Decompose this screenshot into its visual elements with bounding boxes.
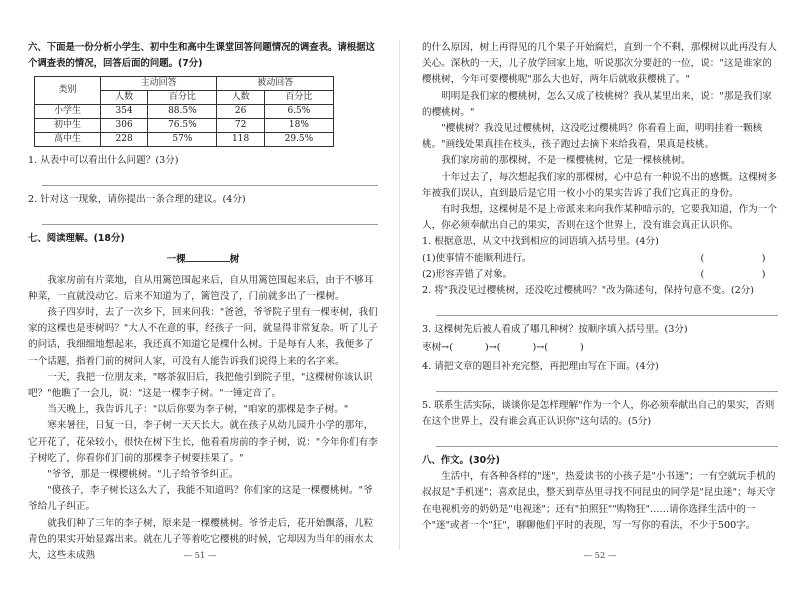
table-cell: 18% — [264, 119, 333, 133]
q7-1a: (1)使事情不能顺利进行。 — [422, 252, 532, 264]
table-cell: 29.5% — [264, 133, 333, 147]
q7-1b-row — [422, 267, 778, 283]
story-paragraph: 我家房前有片菜地，自从用篱笆围起来后，自从用篱笆围起来后，由于不够耳种菜，一直就没动它。后来不知道为了，篱笆没了，门前就多出了一棵树。 — [28, 274, 374, 302]
q7-question-4: 4. 请把文章的题目补充完整，再把理由写在下面。(4分) — [422, 360, 659, 372]
story-title — [28, 251, 378, 268]
story-paragraph: 就我们种了三年的李子树，原来是一棵樱桃树。爷爷走后，花开始飘落，儿粒青色的果实开始显露出来。就在儿子等着吃它樱桃的时候，它却因为当年的雨水太大，这些未成熟 — [28, 517, 374, 562]
table-subheader: 百分比 — [148, 91, 217, 105]
story-paragraph: "爷爷，那是一棵樱桃树。"儿子给爷爷纠正。 — [47, 469, 239, 481]
story-paragraph: 的什么原因，树上再得见的几个果子开始腐烂，直到一个不剩，那棵树以此再没有人关心。深秋的一天，儿子放学回家上地，听说那次分要赶的一位，说："这是谁家的樱桃树，今年可要樱桃呢"那么大也好，两年后就收获樱桃了。" — [422, 42, 777, 86]
story-paragraph: "傻孩子，李子树长这么大了，我能不知道吗？你们家的这是一棵樱桃树。"爷爷给儿子纠正。 — [28, 485, 373, 513]
page-52 — [400, 0, 800, 589]
table-cell: 354 — [100, 105, 147, 119]
page-number-right: — 52 — — [583, 549, 617, 560]
story-paragraph: 我们家房前的那棵树，不是一棵樱桃树，它是一棵核桃树。 — [441, 155, 691, 167]
table-header-passive: 被动回答 — [217, 77, 334, 91]
table-row — [35, 119, 334, 133]
story-paragraph: 十年过去了，每次想起我们家的那棵树，心中总有一种说不出的感慨。这棵树多年被我们误认，直到最后是它用一枚小小的果实告诉了我们它真正的身份。 — [422, 171, 777, 199]
q8-body: 生活中，有各种各样的"迷"，热爱读书的小孩子是"小书迷"；一有空就玩手机的叔叔是"手机迷"；喜欢昆虫，整天到草丛里寻找不同昆虫的同学是"昆虫迷"；每天守在电视机旁的奶奶是"电视迷"；还有"拍照狂""购物狂"……请你选择生活中的一个"迷"或者一个"狂"，聊聊他们平时的表现，写一写你的看法，不少于500字。 — [422, 471, 776, 531]
table-row — [35, 105, 334, 119]
table-cell: 高中生 — [35, 133, 101, 147]
table-cell: 初中生 — [35, 119, 101, 133]
story-title-pre: 一棵 — [166, 254, 186, 266]
q7-1a-row — [422, 251, 778, 267]
table-cell: 76.5% — [148, 119, 217, 133]
q6-question-1: 1. 从表中可以看出什么问题？(3分) — [28, 155, 179, 166]
answer-line-q6-2[interactable] — [42, 210, 378, 225]
chain-end: ) — [580, 342, 584, 354]
q8-title: 八、作文。(30分) — [422, 455, 500, 467]
q6-question-2: 2. 针对这一现象，请你提出一条合理的建议。(4分) — [28, 194, 246, 206]
chain-arrow: )→( — [532, 342, 549, 354]
table-cell: 26 — [217, 105, 264, 119]
story-paragraph: 有时我想，这棵树是不是上帝派来来向我作某种暗示的，它要我知道，作为一个人，你必须奉献出自己的果实，否则在这个世界上，没有谁会真正认识你。 — [422, 204, 777, 232]
table-cell: 小学生 — [35, 105, 101, 119]
story-paragraph: "樱桃树？我没见过樱桃树，这没吃过樱桃吗？你看看上面，明明挂着一颗核桃。"画线处果真挂在枝头，孩子跑过去摘下来给我看，果真是枝桃。 — [422, 123, 763, 151]
answer-paren-1b[interactable]: ( ) — [700, 268, 766, 280]
table-subheader: 人数 — [100, 91, 147, 105]
answer-line-q6-1[interactable] — [42, 171, 378, 186]
q7-question-3: 3. 这棵树先后被人看成了哪几种树？按顺序填入括号里。(3分) — [422, 324, 688, 336]
q7-question-5: 5. 联系生活实际，谈谈你是怎样理解"作为一个人，你必须奉献出自己的果实，否则在这个世界上，没有谁会真正认识你"这句话的。(5分) — [422, 399, 775, 428]
story-paragraph: 孩子四岁时，去了一次乡下，回来问我："爸爸，爷爷院子里有一棵枣树，我们家的这棵也是枣树吗？"大人不在意的事，经孩子一问，就显得非常复杂。听了儿子的问话，我细细地想起来，我还真不知道它是棵什么树。于是每有人来，我便多了一个话题，指着门前的树问人家，可没有人能告诉我们说得上来的名字来。 — [28, 307, 378, 367]
table-cell: 6.5% — [264, 105, 333, 119]
table-cell: 228 — [100, 133, 147, 147]
survey-table — [34, 76, 334, 147]
answer-line-q7-4[interactable] — [436, 377, 778, 392]
table-header-active: 主动回答 — [100, 77, 217, 91]
story-paragraph: 明明是我们家的樱桃树，怎么又成了枝桃树？我从某里出来，说："那是我们家的樱桃树。" — [422, 90, 772, 118]
chain-start: 枣树→( — [422, 342, 453, 354]
q7-1b: (2)形容弄错了对象。 — [422, 268, 513, 280]
table-cell: 88.5% — [148, 105, 217, 119]
table-row — [35, 133, 334, 147]
q7-3-chain — [422, 340, 778, 356]
table-cell: 72 — [217, 119, 264, 133]
story-paragraph: 一天，我把一位朋友来，"喀茶叙旧后，我把他引到院子里，"这棵树你该认识吧？"他瞧了一会儿，说："这是一棵李子树。"一锤定音了。 — [28, 371, 373, 400]
q6-title: 六、下面是一份分析小学生、初中生和高中生课堂回答问题情况的调查表。请根据这个调查表的情况，回答后面的问题。(7分) — [28, 42, 375, 69]
answer-line-q7-2[interactable] — [436, 301, 778, 316]
table-cell: 118 — [217, 133, 264, 147]
table-cell: 57% — [148, 133, 217, 147]
story-paragraph: 当天晚上，我告诉儿子："以后你要为李子树，"咱家的那棵是李子树。" — [47, 404, 349, 416]
table-cell: 306 — [100, 119, 147, 133]
q7-title: 七、阅读理解。(18分) — [28, 233, 125, 245]
story-title-post: 树 — [229, 254, 240, 266]
q7-question-2: 2. 将"我没见过樱桃树，还没吃过樱桃吗？"改为陈述句，保持句意不变。(2分) — [422, 285, 755, 297]
table-subheader: 人数 — [217, 91, 264, 105]
q7-question-1: 1. 根据意思，从文中找到相应的词语填入括号里。(4分) — [422, 236, 659, 248]
story-title-blank[interactable] — [186, 251, 230, 262]
table-header-category: 类别 — [35, 77, 101, 105]
table-subheader: 百分比 — [264, 91, 333, 105]
chain-arrow: )→( — [484, 342, 501, 354]
answer-paren-1a[interactable]: ( ) — [700, 252, 766, 264]
answer-line-q7-5[interactable] — [436, 432, 778, 447]
page-number-left: — 51 — — [183, 549, 217, 560]
story-paragraph: 寒来暑往，日复一日，李子树一天天长大。就在孩子从幼儿园升小学的那年，它开花了，花朵较小，很快在树下生长，他看看房前的李子树，说："今年你们有李子树吃了，你看你们门前的那棵李子树要挂果了。" — [28, 420, 378, 464]
